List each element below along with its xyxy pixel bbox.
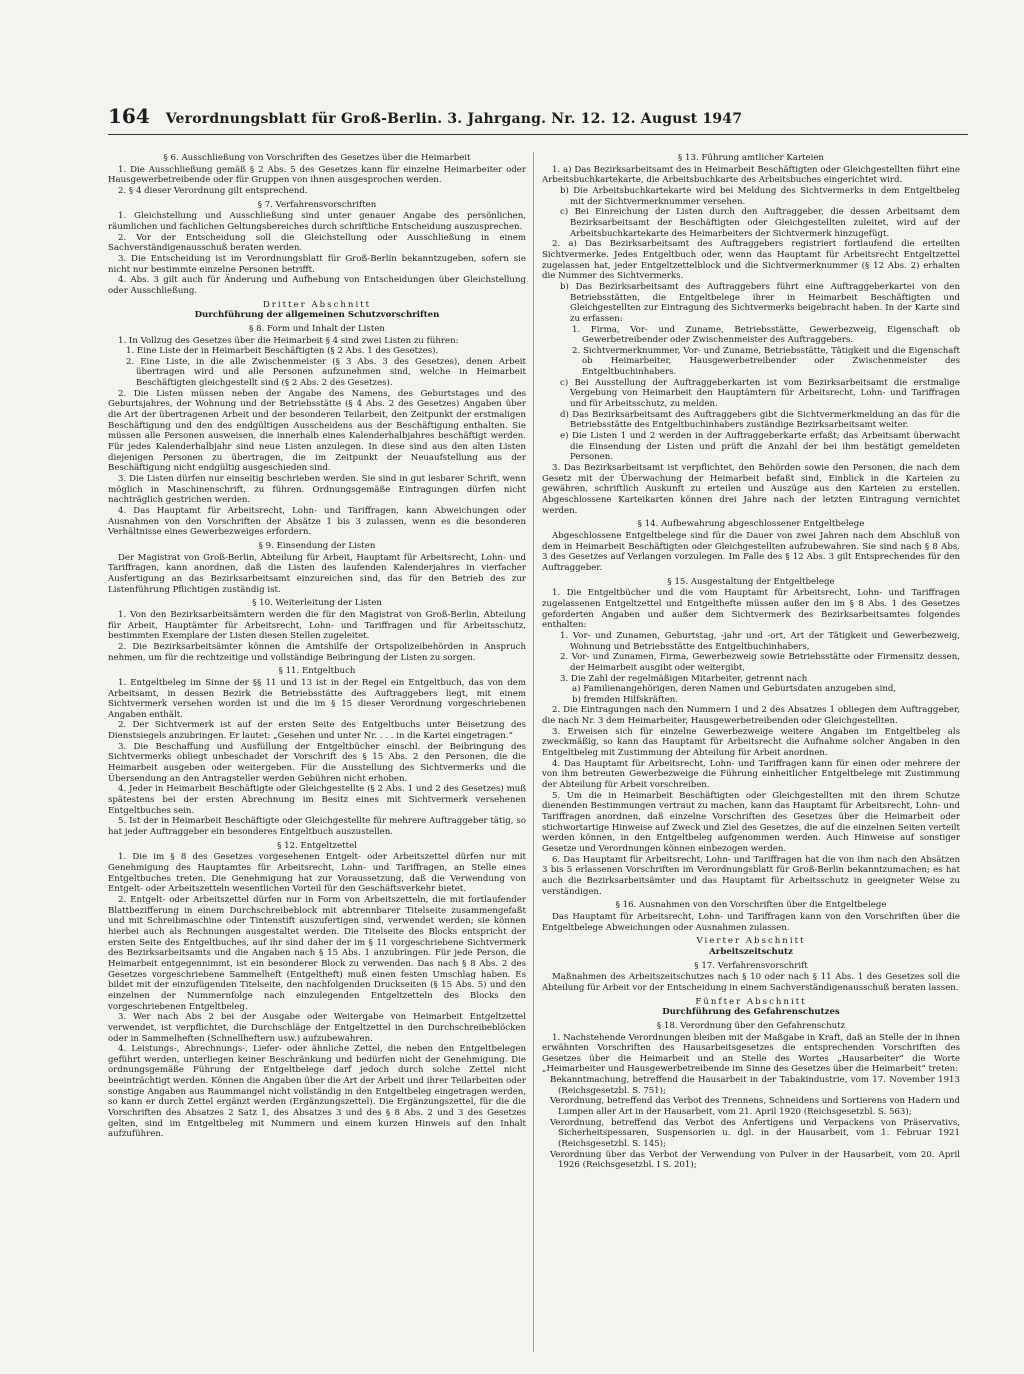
chapter-heading: Vierter Abschnitt — [696, 936, 806, 947]
section-heading: § 7. Verfahrensvorschriften — [257, 199, 377, 210]
paragraph: 4. Leistungs-, Abrechnungs-, Liefer- oder ähnliche Zettel, die neben den Entgeltbelegen geführt werden, unterliegen keiner Beschränkung und bedürfen nicht der Genehmigung. Die ordnungsgemäße Führung der Entgeltbelege darf jedoch durch solche Zettel nicht beeinträchtigt werden. Können die Angaben über die Art der Arbeit und ihrer Teilarbeiten oder sonstige Angaben aus Raummangel nicht vollständig in den Entgeltbeleg eingetragen werden, so kann er durch Zettel ergänzt werden (Ergänzungszettel). Die Ergänzungszettel, für die die Vorschriften des Absatzes 2 Satz 1, des Absatzes 3 und des § 8 Abs. 2 und 3 des Gesetzes gelten, sind im Entgeltbeleg mit Nummern und einem kurzen Hinweis auf den Inhalt aufzuführen. — [108, 1044, 526, 1140]
page-header — [108, 104, 968, 135]
paragraph: 5. Ist der in Heimarbeit Beschäftigte oder Gleichgestellte für mehrere Auftraggeber tätig, so hat jeder Auftraggeber ein besonderes Entgeltbuch auszustellen. — [108, 816, 526, 838]
paragraph: 2. a) Das Bezirksarbeitsamt des Auftraggebers registriert fortlaufend die erteilten Sichtvermerke. Jedes Entgeltbuch oder, wenn das Hauptamt für Arbeitsrecht Entgeltzettel zugelassen hat, jeder Entgeltzettelblock und die Sichtvermerknummer (§ 12 Abs. 2) erhalten die Nummer des Sichtvermerks. — [542, 239, 960, 282]
page-title: Verordnungsblatt für Groß-Berlin. 3. Jahrgang. Nr. 12. 12. August 1947 — [165, 111, 743, 127]
paragraph: 4. Jeder in Heimarbeit Beschäftigte oder Gleichgestellte (§ 2 Abs. 1 und 2 des Gesetzes) muß spätestens bei der ersten Abrechnung im Besitz eines mit Sichtvermerk versehenen Entgeltbuches sein. — [108, 784, 526, 816]
sub-sub-item: 1. Firma, Vor- und Zuname, Betriebsstätte, Gewerbezweig, Eigenschaft ob Gewerbetreibender oder Zwischenmeister des Auftraggebers. — [572, 324, 960, 346]
paragraph: 3. Die Beschaffung und Ausfüllung der Entgeltbücher einschl. der Beibringung des Sichtvermerks obliegt unbeschadet der Vorschrift des § 15 Abs. 2 den Personen, die die Heimarbeit ausgeben oder weitergeben. Für die Ausstellung des Sichtvermerks und die Übersendung an den Antragsteller werden Gebühren nicht erhoben. — [108, 741, 526, 784]
sub-item: 2. Vor- und Zunamen, Firma, Gewerbezweig sowie Betriebsstätte oder Firmensitz dessen, der Heimarbeit ausgibt oder weitergibt, — [560, 652, 960, 673]
section-heading: § 8. Form und Inhalt der Listen — [249, 323, 385, 334]
chapter-subheading: Durchführung der allgemeinen Schutzvorschriften — [194, 310, 440, 321]
paragraph: 3. Wer nach Abs 2 bei der Ausgabe oder Weitergabe von Heimarbeit Entgeltzettel verwendet, ist verpflichtet, die Durchschläge der Entgeltzettel in den Durchschreibeblöcken oder in Sammelheften (Schnellheftern usw.) aufzubewahren. — [108, 1012, 526, 1044]
sub-item: b) Die Arbeitsbuchkartekarte wird bei Meldung des Sichtvermerks in dem Entgeltbeleg mit der Sichtvermerknummer versehen. — [560, 185, 960, 207]
paragraph: 3. Die Listen dürfen nur einseitig beschrieben werden. Sie sind in gut lesbarer Schrift, wenn möglich in Maschinenschrift, zu führen. Ordnungsgemäße Eintragungen dürfen nicht nachträglich gestrichen werden. — [108, 474, 526, 506]
section-heading: § 16. Ausnahmen von den Vorschriften über die Entgeltbelege — [615, 900, 887, 911]
paragraph: 4. Abs. 3 gilt auch für Änderung und Aufhebung von Entscheidungen über Gleichstellung oder Ausschließung. — [108, 275, 526, 296]
left-column — [108, 150, 526, 1362]
paragraph: 2. § 4 dieser Verordnung gilt entsprechend. — [118, 185, 308, 196]
sub-sub-item: b) fremden Hilfskräften. — [572, 694, 678, 705]
paragraph: 2. Die Bezirksarbeitsämter können die Amtshilfe der Ortspolizeibehörden in Anspruch nehmen, um für die rechtzeitige und vollständige Beibringung der Listen zu sorgen. — [108, 641, 526, 663]
paragraph: 3. Die Entscheidung ist im Verordnungsblatt für Groß-Berlin bekanntzugeben, sofern sie nicht nur bestimmte einzelne Personen betrifft. — [108, 253, 526, 275]
paragraph: Abgeschlossene Entgeltbelege sind für die Dauer von zwei Jahren nach dem Abschluß von dem in Heimarbeit Beschäftigten oder Gleichgestellten aufzubewahren. Sie sind nach § 8 Abs. 3 des Gesetzes auf Verlangen vorzulegen. Im Falle des § 12 Abs. 3 gilt Entsprechendes für den Auftraggeber. — [542, 530, 960, 573]
section-heading: § 10. Weiterleitung der Listen — [252, 598, 382, 609]
paragraph: 1. Entgeltbeleg im Sinne der §§ 11 und 13 ist in der Regel ein Entgeltbuch, das von dem Arbeitsamt, in dessen Bezirk die Betriebsstätte des Auftraggebers liegt, mit einem Sichtvermerk versehen worden ist und die im § 15 dieser Verordnung vorgeschriebenen Angaben enthält. — [108, 677, 526, 720]
sub-item: 3. Die Zahl der regelmäßigen Mitarbeiter, getrennt nach — [560, 673, 808, 684]
section-heading: § 14. Aufbewahrung abgeschlossener Entgeltbelege — [637, 519, 865, 530]
chapter-heading: Dritter Abschnitt — [262, 299, 372, 310]
paragraph: Der Magistrat von Groß-Berlin, Abteilung für Arbeit, Hauptamt für Arbeitsrecht, Lohn- und Tariffragen, kann anordnen, daß die Listen des laufenden Kalenderjahres in vierfacher Ausfertigung an das Bezirksarbeitsamt einzureichen sind, das für den Betrieb des zur Listenführung Pflichtigen zuständig ist. — [108, 552, 526, 595]
paragraph: 1. Von den Bezirksarbeitsämtern werden die für den Magistrat von Groß-Berlin, Abteilung für Arbeit, Hauptämter für Arbeitsrecht, Lohn- und Tariffragen und für Arbeitsschutz, bestimmten Exemplare der Listen diesen Stellen zugeleitet. — [108, 609, 526, 642]
section-heading: § 13. Führung amtlicher Karteien — [678, 153, 824, 163]
paragraph: 1. a) Das Bezirksarbeitsamt des in Heimarbeit Beschäftigten oder Gleichgestellten führt eine Arbeitsbuchkartekarte, die Arbeitsbuchkarte des Arbeitsbuches eingerichtet wird. — [542, 164, 960, 186]
sub-item: c) Bei Einreichung der Listen durch den Auftraggeber, die dessen Arbeitsamt dem Bezirksarbeitsamt der Beschäftigten oder Gleichgestellten zuleitet, wird auf der Arbeitsbuchkartekarte des Heimarbeiters der Sichtvermerk hinzugefügt. — [560, 207, 960, 239]
paragraph: 1. Nachstehende Verordnungen bleiben mit der Maßgabe in Kraft, daß an Stelle der in ihnen erwähnten Vorschriften des Hausarbeitsgesetzes die entsprechenden Vorschriften des Gesetzes über die Heimarbeit und an Stelle des Wortes „Hausarbeiter“ die Worte „Heimarbeiter und Hausgewerbetreibende im Sinne des Gesetzes über die Heimarbeit“ treten: — [542, 1032, 960, 1075]
section-heading: § 15. Ausgestaltung der Entgeltbelege — [667, 576, 835, 587]
sub-item: 2. Eine Liste, in die alle Zwischenmeister (§ 3 Abs. 3 des Gesetzes), denen Arbeit übertragen wird und alle Personen aufzunehmen sind, welche in Heimarbeit Beschäftigten gleichgestellt sind (§ 2 Abs. 2 des Gesetzes). — [126, 356, 526, 389]
paragraph: 4. Das Hauptamt für Arbeitsrecht, Lohn- und Tariffragen kann für einen oder mehrere der von ihm betreuten Gewerbezweige die Führung einheitlicher Entgeltbelege mit Zustimmung der Abteilung für Arbeit vorschreiben. — [542, 758, 960, 791]
right-column — [542, 150, 960, 1362]
paragraph: 1. Die Entgeltbücher und die vom Hauptamt für Arbeitsrecht, Lohn- und Tariffragen zugelassenen Entgeltzettel und Entgelthefte müssen außer den im § 8 Abs. 1 des Gesetzes geforderten Angaben und außer dem Sichtvermerk des Bezirksarbeitsamtes folgendes enthalten: — [542, 588, 960, 631]
chapter-heading: Fünfter Abschnitt — [695, 996, 807, 1007]
paragraph: 5. Um die in Heimarbeit Beschäftigten oder Gleichgestellten mit den ihrem Schutze dienenden Bestimmungen vertraut zu machen, kann das Hauptamt für Arbeitsrecht, Lohn- und Tariffragen anordnen, daß einzelne Vorschriften des Gesetzes über die Heimarbeit oder stichwortartige Hinweise auf Zweck und Ziel des Gesetzes, die auf die einzelnen Seiten verteilt werden können, in den Entgeltbeleg aufgenommen werden. Auch Hinweise auf sonstiger Gesetze und Verordnungen können einbezogen werden. — [542, 790, 960, 854]
column-divider — [533, 152, 534, 1352]
sub-item: c) Bei Ausstellung der Auftraggeberkarten ist vom Bezirksarbeitsamt die erstmalige Vergebung von Heimarbeit den Hauptämtern für Arbeitsrecht, Lohn- und Tariffragen und für Arbeitsschutz, zu melden. — [560, 377, 960, 410]
chapter-subheading: Durchführung des Gefahrenschutzes — [662, 1007, 840, 1018]
sub-sub-item: 2. Sichtvermerknummer, Vor- und Zuname, Betriebsstätte, Tätigkeit und die Eigenschaft ob Heimarbeiter, Hausgewerbetreibender oder Zwischenmeister des Entgeltbuchinhabers. — [572, 345, 960, 378]
list-item: Verordnung, betreffend das Verbot des Trennens, Schneidens und Sortierens von Hadern und Lumpen aller Art in der Hausarbeit, vom 21. April 1920 (Reichsgesetzbl. S. 563); — [550, 1096, 960, 1118]
chapter-subheading: Arbeitszeitschutz — [709, 946, 793, 957]
page-number: 164 — [108, 104, 150, 128]
sub-item: b) Das Bezirksarbeitsamt des Auftraggebers führt eine Auftraggeberkartei von den Betriebsstätten, die Entgeltbelege ihrer in Heimarbeit Beschäftigten und Gleichgestellten zur Eintragung des Sichtvermerks beigebracht haben. In der Karte sind zu erfassen: — [560, 281, 960, 324]
paragraph: 2. Entgelt- oder Arbeitszettel dürfen nur in Form von Arbeitszetteln, die mit fortlaufender Blattbezifferung in einem Durchschreibeblock mit abtrennbarer Titelseite zusammengefaßt und mit Schreibmaschine oder Tintenstift auszufertigen sind, verwendet werden; sie können hierbei auch als Rechnungen ausgestaltet werden. Die Titelseite des Blocks entspricht der ersten Seite des Entgeltbuches, auf ihr sind daher der im § 11 vorgeschriebene Sichtvermerk des Bezirksarbeitsamts und die Angaben nach § 15 Abs. 1 anzubringen. Für jede Person, die Heimarbeit entgegennimmt, ist ein besonderer Block zu verwenden. Das nach § 8 Abs. 2 des Gesetzes vorgeschriebene Sammelheft (Entgeltheft) muß einen festen Umschlag haben. Es bildet mit der einzufügenden Titelseite, den nachfolgenden Druckseiten (§ 15 Abs. 5) und den einzelnen der Nummernfolge nach einzulegenden Entgeltzetteln des Blocks den vorgeschriebenen Entgeltbeleg. — [108, 894, 526, 1012]
section-heading: § 17. Verfahrensvorschrift — [694, 960, 808, 971]
paragraph: 2. Die Listen müssen neben der Angabe des Namens, des Geburtstages und des Geburtsjahres, der Wohnung und der Betriebsstätte (§ 4 Abs. 2 des Gesetzes) Angaben über die Art der übertragenen Arbeit und der besonderen Teilarbeit, den Zeitpunkt der erstmaligen Beschäftigung und den des endgültigen Ausscheidens aus der Beschäftigung enthalten. Sie müssen alle Personen ausweisen, die innerhalb eines Kalenderhalbjahres beschäftigt werden. Für jedes Kalenderhalbjahr sind neue Listen anzulegen. In diese sind aus den alten Listen diejenigen Personen zu übertragen, die im Zeitpunkt der Neuaufstellung aus der Beschäftigung nicht endgültig ausgeschieden sind. — [108, 388, 526, 474]
paragraph: 3. Erweisen sich für einzelne Gewerbezweige weitere Angaben im Entgeltbeleg als zweckmäßig, so kann das Hauptamt für Arbeitsrecht die Aufnahme solcher Angaben in den Entgeltbeleg mit Zustimmung der Abteilung für Arbeit anordnen. — [542, 726, 960, 759]
paragraph: 2. Vor der Entscheidung soll die Gleichstellung oder Ausschließung in einem Sachverständigenausschuß beraten werden. — [108, 232, 526, 254]
section-heading: § 11. Entgeltbuch — [278, 666, 356, 677]
section-heading: § 6. Ausschließung von Vorschriften des Gesetzes über die Heimarbeit — [163, 153, 471, 163]
paragraph: 2. Die Eintragungen nach den Nummern 1 und 2 des Absatzes 1 obliegen dem Auftraggeber, die nach Nr. 3 dem Heimarbeiter, Hausgewerbetreibenden oder Gleichgestellten. — [542, 705, 960, 727]
sub-item: d) Das Bezirksarbeitsamt des Auftraggebers gibt die Sichtvermerkmeldung an das für die Betriebsstätte des Entgeltbuchinhabers zuständige Bezirksarbeitsamt weiter. — [560, 409, 960, 431]
section-heading: § 9. Einsendung der Listen — [258, 540, 376, 551]
paragraph: 6. Das Hauptamt für Arbeitsrecht, Lohn- und Tariffragen hat die von ihm nach den Absätzen 3 bis 5 erlassenen Vorschriften im Verordnungsblatt für Groß-Berlin bekanntzumachen; es hat auch die Bezirksarbeitsämter und das Hauptamt für Arbeitsschutz in geeigneter Weise zu verständigen. — [542, 854, 960, 897]
list-item: Verordnung über das Verbot der Verwendung von Pulver in der Hausarbeit, vom 20. April 1926 (Reichsgesetzbl. I S. 201); — [550, 1149, 960, 1171]
paragraph: 1. Die Ausschließung gemäß § 2 Abs. 5 des Gesetzes kann für einzelne Heimarbeiter oder Hausgewerbetreibende oder für Gruppen von ihnen ausgesprochen werden. — [108, 164, 526, 186]
sub-item: e) Die Listen 1 und 2 werden in der Auftraggeberkarte erfaßt; das Arbeitsamt überwacht die Einsendung der Listen und prüft die Anzahl der bei ihm bestätigt gemeldeten Personen. — [560, 431, 960, 463]
paragraph: 1. Die im § 8 des Gesetzes vorgesehenen Entgelt- oder Arbeitszettel dürfen nur mit Genehmigung des Hauptamtes für Arbeitsrecht, Lohn- und Tariffragen, an Stelle eines Entgeltbuches treten. Die Genehmigung hat zur Voraussetzung, daß die Verwendung von Entgelt- oder Arbeitszetteln wesentlichen Vorteil für den Geschäftsverkehr bietet. — [108, 852, 526, 895]
paragraph: 3. Das Bezirksarbeitsamt ist verpflichtet, den Behörden sowie den Personen, die nach dem Gesetz mit der Überwachung der Heimarbeit befaßt sind, Einblick in die Karteien zu gewähren, schriftlich Auskunft zu erteilen und Auszüge aus den Karteien zu erstellen. Abgeschlossene Karteikarten können drei Jahre nach der letzten Eintragung vernichtet werden. — [542, 463, 960, 516]
paragraph: 2. Der Sichtvermerk ist auf der ersten Seite des Entgeltbuchs unter Beisetzung des Dienstsiegels anzubringen. Er lautet: „Gesehen und unter Nr. . . . in die Kartei eingetragen.“ — [108, 720, 526, 742]
sub-item: 1. Vor- und Zunamen, Geburtstag, -jahr und -ort, Art der Tätigkeit und Gewerbezweig, Wohnung und Betriebsstätte des Entgeltbuchinhabers, — [560, 630, 960, 652]
paragraph: Maßnahmen des Arbeitszeitschutzes nach § 10 oder nach § 11 Abs. 1 des Gesetzes soll die Abteilung für Arbeit vor der Entscheidung in einem Sachverständigenausschuß beraten lassen. — [542, 972, 960, 993]
section-heading: § 12. Entgeltzettel — [277, 840, 357, 851]
section-heading: § 18. Verordnung über den Gefahrenschutz — [656, 1020, 846, 1031]
sub-sub-item: a) Familienangehörigen, deren Namen und Geburtsdaten anzugeben sind, — [572, 684, 897, 695]
paragraph: 4. Das Hauptamt für Arbeitsrecht, Lohn- und Tariffragen, kann Abweichungen oder Ausnahmen von den Vorschriften der Absätze 1 bis 3 zulassen, wenn es die besonderen Verhältnisse eines Gewerbezweiges erfordern. — [108, 506, 526, 538]
sub-item: 1. Eine Liste der in Heimarbeit Beschäftigten (§ 2 Abs. 1 des Gesetzes). — [126, 346, 439, 357]
paragraph: 1. In Vollzug des Gesetzes über die Heimarbeit § 4 sind zwei Listen zu führen: — [118, 335, 459, 346]
paragraph: Das Hauptamt für Arbeitsrecht, Lohn- und Tariffragen kann von den Vorschriften über die Entgeltbelege Abweichungen oder Ausnahmen zulassen. — [542, 911, 960, 933]
list-item: Verordnung, betreffend das Verbot des Anfertigens und Verpackens von Präservativs, Sicherheitspessaren, Suspensorien u. dgl. in der Hausarbeit, vom 1. Februar 1921 (Reichsgesetzbl. S. 145); — [550, 1117, 960, 1150]
paragraph: 1. Gleichstellung und Ausschließung sind unter genauer Angabe des persönlichen, räumlichen und fachlichen Geltungsbereiches durch schriftliche Entscheidung auszusprechen. — [108, 211, 526, 232]
list-item: Bekanntmachung, betreffend die Hausarbeit in der Tabakindustrie, vom 17. November 1913 (Reichsgesetzbl. S. 751); — [550, 1075, 960, 1096]
